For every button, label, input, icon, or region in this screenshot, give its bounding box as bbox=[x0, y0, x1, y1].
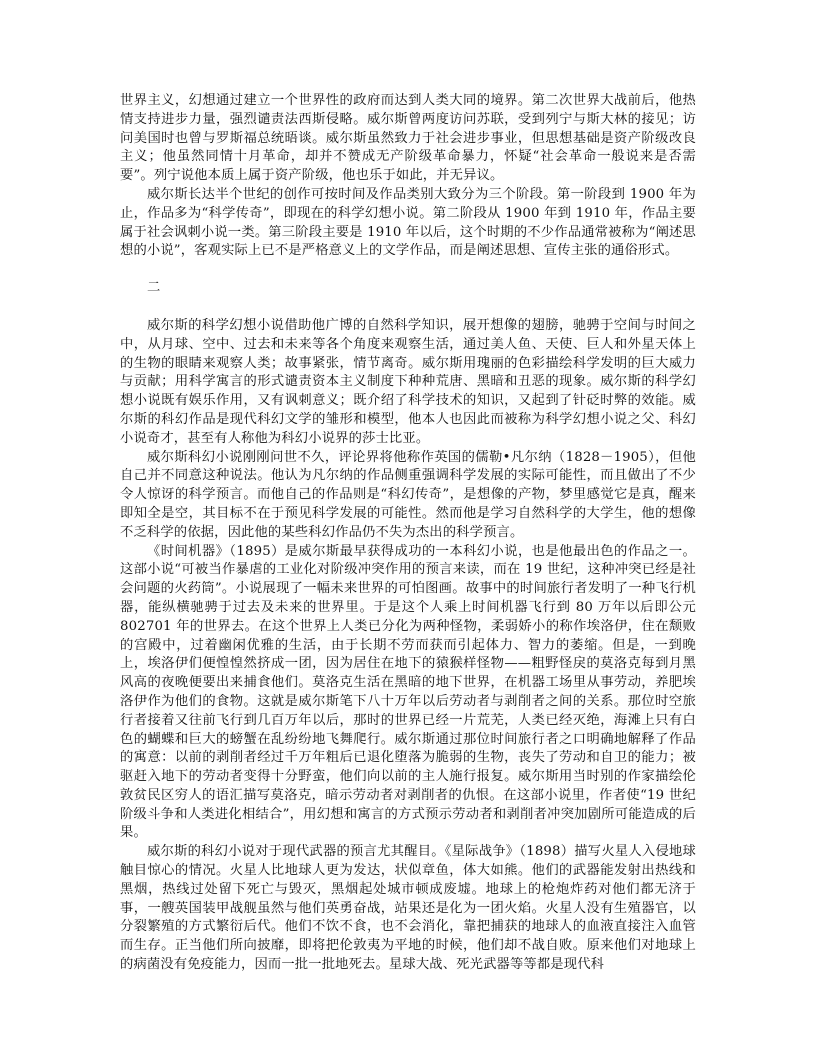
section-spacer bbox=[120, 298, 696, 317]
body-paragraph: 《时间机器》（1895）是威尔斯最早获得成功的一本科幻小说，也是他最出色的作品之一。这部小说“可被当作暴虐的工业化对阶级冲突作用的预言来读，而在 19 世纪，这种冲突已经是社会问题的火药筒”。小说展现了一幅未来世界的可怕图画。故事中的时间旅行者发明了一种飞行机器，能纵横驰骋于过去及未来的世界里。于是这个人乘上时间机器飞行到 80 万年以后即公元 802701 年的世界去。在这个世界上人类已分化为两种怪物，柔弱娇小的称作埃洛伊，住在颓败的宫殿中，过着幽闲优雅的生活，由于长期不劳而获而引起体力、智力的萎缩。但是，一到晚上，埃洛伊们便惶惶然挤成一团，因为居住在地下的猿猴样怪物——粗野怪戾的莫洛克每到月黑风高的夜晚便要出来捕食他们。莫洛克生活在黑暗的地下世界，在机器工场里从事劳动，养肥埃洛伊作为他们的食物。这就是威尔斯笔下八十万年以后劳动者与剥削者之间的关系。那位时空旅行者接着又往前飞行到几百万年以后，那时的世界已经一片荒芜，人类已经灭绝，海滩上只有白色的蝴蝶和巨大的螃蟹在乱纷纷地飞舞爬行。威尔斯通过那位时间旅行者之口明确地解释了作品的寓意：以前的剥削者经过千万年粗后已退化堕落为脆弱的生物，丧失了劳动和自卫的能力；被驱赶入地下的劳动者变得十分野蛮，他们向以前的主人施行报复。威尔斯用当时别的作家描绘伦敦贫民区穷人的语汇描写莫洛克，暗示劳动者对剥削者的仇恨。在这部小说里，作者使“19 世纪阶级斗争和人类进化相结合”，用幻想和寓言的方式预示劳动者和剥削者冲突加剧所可能造成的后果。 bbox=[120, 543, 696, 841]
section-spacer bbox=[120, 261, 696, 279]
body-paragraph: 威尔斯的科学幻想小说借助他广博的自然科学知识，展开想像的翅膀，驰骋于空间与时间之中，从月球、空中、过去和未来等各个角度来观察生活，通过美人鱼、天使、巨人和外星天体上的生物的眼睛来观察人类；故事紧张，情节离奇。威尔斯用瑰丽的色彩描绘科学发明的巨大威力与贡献；用科学寓言的形式谴责资本主义制度下种种荒唐、黑暗和丑恶的现象。威尔斯的科学幻想小说既有娱乐作用，又有讽刺意义；既介绍了科学技术的知识，又起到了针砭时弊的效能。威尔斯的科幻作品是现代科幻文学的雏形和模型，他本人也因此而被称为科学幻想小说之父、科幻小说奇才，甚至有人称他为科幻小说界的莎士比亚。 bbox=[120, 317, 696, 446]
body-paragraph: 威尔斯长达半个世纪的创作可按时间及作品类别大致分为三个阶段。第一阶段到 1900 年为止，作品多为“科学传奇”，即现在的科学幻想小说。第二阶段从 1900 年到 1910 年，作品主要属于社会讽刺小说一类。第三阶段主要是 1910 年以后，这个时期的不少作品通常被称为“阐述思想的小说”，客观实际上已不是严格意义上的文学作品，而是阐述思想、宣传主张的通俗形式。 bbox=[120, 186, 696, 259]
section-heading: 二 bbox=[147, 280, 161, 296]
body-paragraph: 世界主义，幻想通过建立一个世界性的政府而达到人类大同的境界。第二次世界大战前后，他热情支持进步力量，强烈谴责法西斯侵略。威尔斯曾两度访问苏联，受到列宁与斯大林的接见；访问美国时也曾与罗斯福总统晤谈。威尔斯虽然致力于社会进步事业，但思想基础是资产阶级改良主义；他虽然同情十月革命，却并不赞成无产阶级革命暴力，怀疑“社会革命一般说来是否需要”。列宁说他本质上属于资产阶级，他也乐于如此，并无异议。 bbox=[120, 93, 696, 184]
body-paragraph: 威尔斯科幻小说刚刚问世不久，评论界将他称作英国的儒勒•凡尔纳（1828－1905），但他自己并不同意这种说法。他认为凡尔纳的作品侧重强调科学发展的实际可能性，而且做出了不少令人惊讶的科学预言。而他自己的作品则是“科幻传奇”，是想像的产物，梦里感觉它是真，醒来即知全是空，其目标不在于预见科学发展的可能性。然而他是学习自然科学的大学生，他的想像不乏科学的依据，因此他的某些科幻作品仍不失为杰出的科学预言。 bbox=[120, 449, 696, 540]
body-paragraph: 威尔斯的科幻小说对于现代武器的预言尤其醒目。《星际战争》（1898）描写火星人入侵地球触目惊心的情况。火星人比地球人更为发达，状似章鱼，体大如熊。他们的武器能发射出热线和黑烟，热线过处留下死亡与毁灭，黑烟起处城市顿成废墟。地球上的枪炮炸药对他们都无济于事，一艘英国装甲战舰虽然与他们英勇奋战，站果还是化为一团火焰。火星人没有生殖器官，以分裂繁殖的方式繁衍后代。他们不饮不食，也不会消化，靠把捕获的地球人的血液直接注入血管而生存。正当他们所向披靡，即将把伦敦夷为平地的时候，他们却不战自败。原来他们对地球上的病菌没有免疫能力，因而一批一批地死去。星球大战、死光武器等等都是现代科 bbox=[120, 844, 696, 973]
document-page bbox=[120, 92, 696, 975]
